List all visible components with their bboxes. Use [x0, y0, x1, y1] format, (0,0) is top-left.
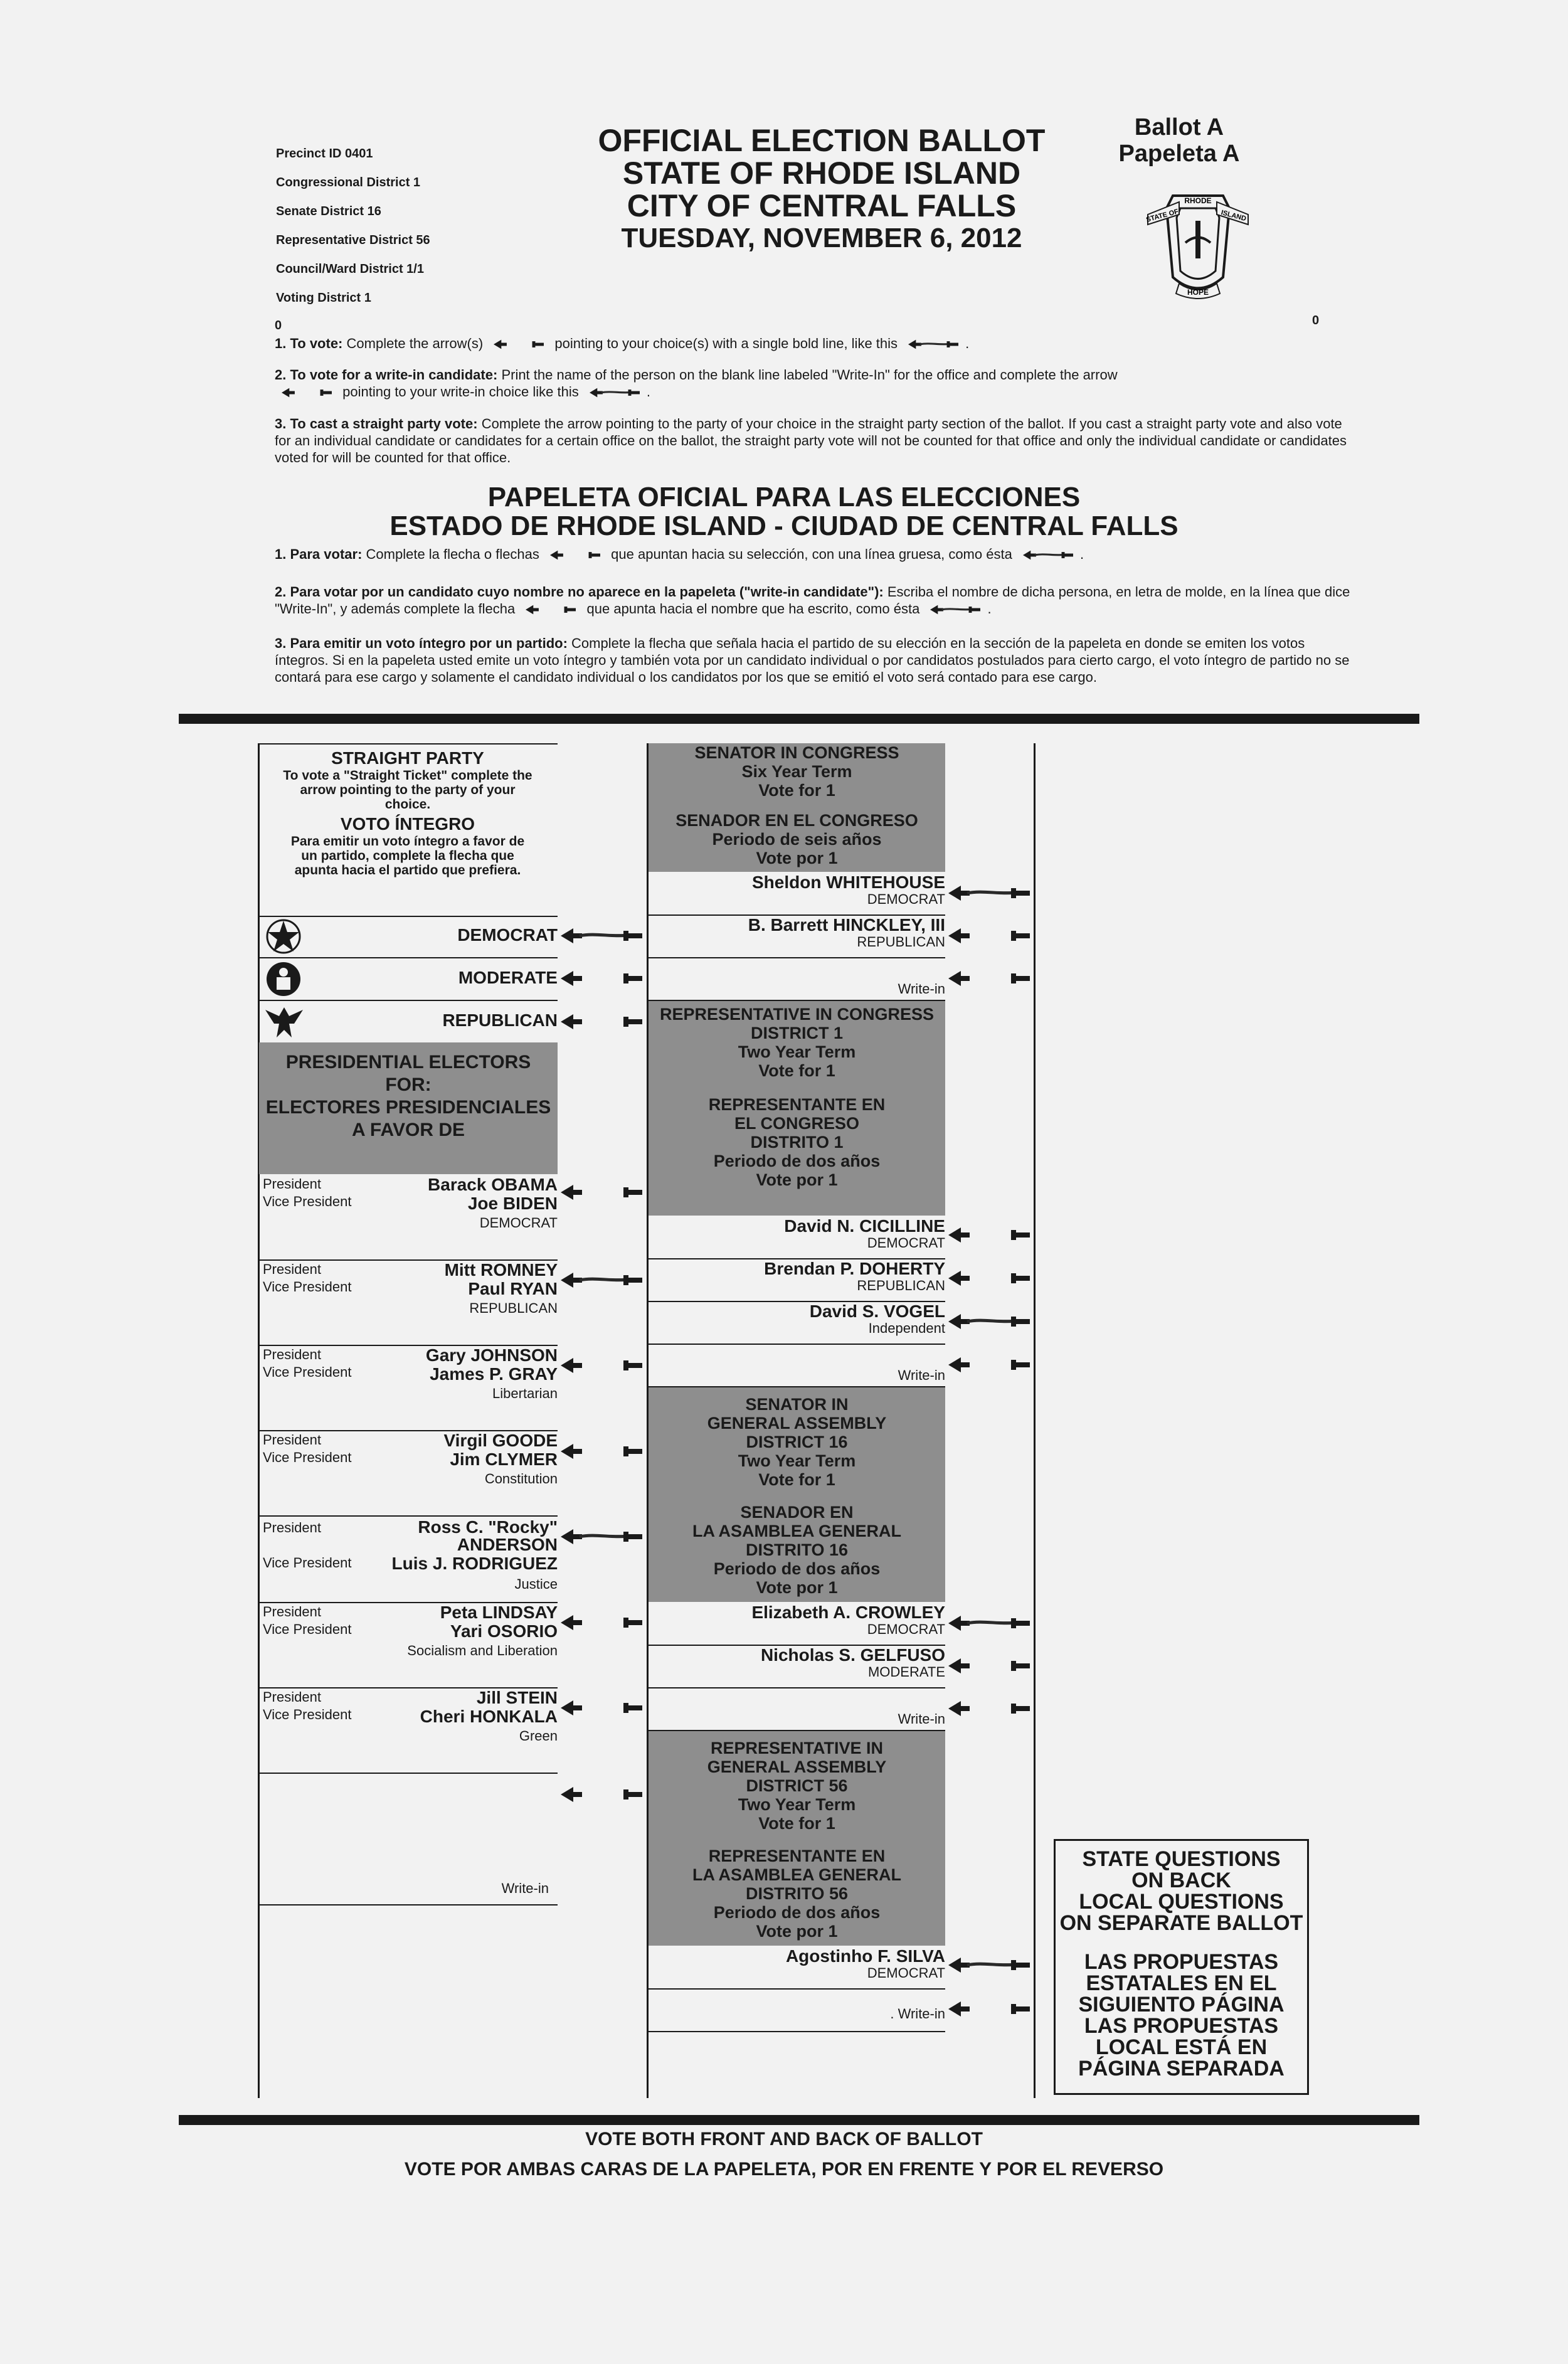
rc-h2: DISTRICT 1 [750, 1024, 843, 1042]
write-in-label: Write-in [898, 1367, 945, 1383]
instr-1-text-a: Complete the arrow(s) [346, 336, 484, 351]
rc-h3: Two Year Term [738, 1042, 856, 1061]
party-row-democrat[interactable] [258, 914, 558, 958]
vp-label: Vice President [263, 1621, 352, 1637]
president-name-line-1: Ross C. "Rocky" [418, 1517, 558, 1537]
vote-arrow-republican[interactable] [561, 1014, 642, 1030]
senate-district: Senate District 16 [276, 204, 381, 218]
sq-line-5: LAS PROPUESTAS [1084, 1950, 1279, 1974]
rep-congress-header [649, 1001, 945, 1216]
candidate-party: MODERATE [867, 1664, 945, 1680]
candidate-party: REPUBLICAN [857, 934, 945, 950]
state-questions-box [1054, 1839, 1309, 2095]
senator-ga-header [649, 1387, 945, 1602]
sc-h3: Vote for 1 [758, 781, 835, 800]
rga-h9: Periodo de dos años [713, 1903, 881, 1922]
voting-district: Voting District 1 [276, 291, 371, 305]
vote-arrow-senator-ga-write-in[interactable] [948, 1700, 1030, 1717]
pe-header-3: ELECTORES PRESIDENCIALES [265, 1097, 551, 1118]
sample-arrow-icon [278, 388, 335, 398]
moderate-emblem-icon [265, 961, 302, 997]
president-label: President [263, 1176, 321, 1192]
ballot-en: Ballot A [1134, 114, 1224, 140]
sq-line-6: ESTATALES EN EL [1086, 1971, 1277, 1995]
ticket-obama[interactable] [259, 1174, 558, 1261]
party-republican-label: REPUBLICAN [442, 1010, 558, 1030]
sc-h2: Six Year Term [741, 762, 852, 781]
sc-h1: SENATOR IN CONGRESS [694, 743, 899, 762]
footer-en: VOTE BOTH FRONT AND BACK OF BALLOT [585, 2129, 983, 2149]
candidate-party: REPUBLICAN [857, 1278, 945, 1293]
vp-name: Paul RYAN [468, 1279, 558, 1298]
vote-arrow-rep-congress-write-in[interactable] [948, 1357, 1030, 1373]
sga-h5: Vote for 1 [758, 1470, 835, 1489]
ballot-letter [1116, 114, 1242, 167]
eagle-icon [264, 1002, 304, 1040]
ticket-party: Libertarian [492, 1386, 558, 1401]
instr-es-2-text-b: que apunta hacia el nombre que ha escrito, como ésta [586, 601, 920, 617]
vote-arrow-rep-ga-write-in[interactable] [948, 2001, 1030, 2017]
party-moderate-label: MODERATE [458, 968, 558, 987]
instr-3-text: Complete the arrow pointing to the party of your choice in the straight party section of the ballot. If you cast a straight party vote and also vote for an individual candidate or candidates for a certain office on the ballot, the straight party vote will not be counted for that office and only the individual candidate or candidates voted for will be counted for that office. [275, 416, 1347, 465]
congressional-district: Congressional District 1 [276, 176, 421, 189]
vote-arrow-romney[interactable] [561, 1272, 642, 1288]
vp-label: Vice President [263, 1194, 352, 1209]
pe-header-4: A FAVOR DE [351, 1120, 465, 1140]
bottom-rule [179, 2115, 1419, 2125]
instr-3-label: 3. To cast a straight party vote: [275, 416, 478, 432]
sc-h6: Vote por 1 [756, 849, 838, 867]
vp-name: Joe BIDEN [467, 1194, 558, 1213]
sq-line-8: LAS PROPUESTAS [1084, 2014, 1279, 2038]
sq-line-4: ON SEPARATE BALLOT [1059, 1911, 1303, 1935]
presidential-electors-header [259, 1042, 558, 1174]
vote-arrow-obama[interactable] [561, 1184, 642, 1201]
seal-right-text: ISLAND [1220, 209, 1248, 223]
instruccion-3 [275, 635, 1357, 686]
vp-name: Cheri HONKALA [420, 1707, 558, 1726]
sc-h5: Periodo de seis años [712, 830, 882, 849]
vote-arrow-lindsay[interactable] [561, 1614, 642, 1631]
vp-label: Vice President [263, 1555, 352, 1571]
sc-h4: SENADOR EN EL CONGRESO [675, 811, 918, 830]
instr-es-3-text: Complete la flecha que señala hacia el partido de su elección en la sección de la papeleta en donde se emiten los votos íntegros. Si en la papeleta usted emite un voto íntegro y también vota por un candidato individual o por candidatos postulados para cierto cargo, el voto íntegro de partido no se contará para ese cargo y solamente el candidato individual o los candidatos por los que se emitió el voto será contado para ese cargo. [275, 635, 1350, 685]
ticket-party: Green [519, 1728, 558, 1744]
rga-h3: DISTRICT 56 [746, 1776, 848, 1795]
council-district: Council/Ward District 1/1 [276, 262, 424, 276]
vp-label: Vice President [263, 1279, 352, 1295]
write-in-label: Write-in [898, 981, 945, 997]
ballot-es: Papeleta A [1118, 140, 1240, 167]
instr-es-3-label: 3. Para emitir un voto íntegro por un partido: [275, 635, 568, 651]
ticket-romney[interactable] [259, 1259, 558, 1346]
president-name: Barack OBAMA [428, 1175, 558, 1194]
vote-arrow-gelfuso[interactable] [948, 1658, 1030, 1674]
vote-arrow-crowley[interactable] [948, 1615, 1030, 1631]
president-name: Gary JOHNSON [425, 1345, 558, 1365]
instruction-1: 1. To vote: Complete the arrow(s) pointing to your choice(s) with a single bold line, like this . [275, 336, 970, 351]
rhode-island-seal-icon [1142, 183, 1254, 302]
vote-arrow-moderate[interactable] [561, 970, 642, 987]
candidate-party: DEMOCRAT [867, 1235, 945, 1251]
rep-congress-write-in-row[interactable] [649, 1344, 945, 1387]
write-in-label: . Write-in [890, 2006, 945, 2022]
seal-top-text: RHODE [1184, 196, 1212, 205]
sample-arrow-icon [522, 605, 579, 615]
vote-arrow-cicilline[interactable] [948, 1227, 1030, 1243]
completed-arrow-icon [586, 388, 643, 398]
vp-label: Vice President [263, 1450, 352, 1465]
voto-integro-desc: Para emitir un voto íntegro a favor de un partido, complete la flecha que apunta hacia el partido que prefiera. [290, 834, 525, 877]
rc-h8: Periodo de dos años [713, 1152, 881, 1170]
candidate-row-doherty[interactable] [649, 1258, 945, 1302]
candidate-row-hinckley[interactable] [649, 914, 945, 958]
electors-write-in-row[interactable] [259, 1773, 558, 1906]
candidate-row-vogel[interactable] [649, 1301, 945, 1345]
col3-left-border [1034, 743, 1036, 2098]
rc-h6: EL CONGRESO [734, 1114, 860, 1133]
candidate-party: DEMOCRAT [867, 1965, 945, 1981]
candidate-name: Sheldon WHITEHOUSE [752, 872, 945, 892]
vote-arrow-silva[interactable] [948, 1957, 1030, 1973]
vote-arrow-hinckley[interactable] [948, 928, 1030, 944]
title-line-1: OFFICIAL ELECTION BALLOT [598, 123, 1046, 158]
vote-arrow-johnson[interactable] [561, 1357, 642, 1374]
instr-es-1-text-b: que apuntan hacia su selección, con una línea gruesa, como ésta [611, 546, 1012, 562]
ticket-stein[interactable] [259, 1687, 558, 1774]
president-name-line-2: ANDERSON [457, 1535, 558, 1554]
precinct-id: Precinct ID 0401 [276, 147, 373, 161]
title-line-2: STATE OF RHODE ISLAND [622, 156, 1021, 191]
president-name: Mitt ROMNEY [444, 1260, 558, 1280]
rc-h5: REPRESENTANTE EN [708, 1095, 886, 1114]
footer-es: VOTE POR AMBAS CARAS DE LA PAPELETA, POR EN FRENTE Y POR EL REVERSO [404, 2159, 1164, 2180]
candidate-name: B. Barrett HINCKLEY, III [748, 915, 945, 935]
instr-2-text-b: pointing to your write-in choice like this [342, 384, 579, 400]
title-line-4: TUESDAY, NOVEMBER 6, 2012 [621, 223, 1022, 253]
senator-congress-header [649, 743, 945, 872]
district-info [276, 139, 430, 312]
completed-arrow-icon [927, 605, 983, 615]
vp-label: Vice President [263, 1707, 352, 1722]
ballot-title [533, 124, 1110, 255]
sq-line-3: LOCAL QUESTIONS [1079, 1890, 1284, 1914]
instr-es-2-text-a: Escriba el nombre de dicha persona, en letra de molde, en la línea que dice "Write-In", y además complete la flecha [275, 584, 1350, 617]
voto-integro-title: VOTO ÍNTEGRO [340, 814, 475, 834]
instr-2-label: 2. To vote for a write-in candidate: [275, 367, 498, 383]
vp-name: Yari OSORIO [450, 1621, 558, 1641]
pe-header-1: PRESIDENTIAL ELECTORS [285, 1052, 531, 1073]
ticket-party: REPUBLICAN [469, 1300, 558, 1316]
vote-arrow-doherty[interactable] [948, 1270, 1030, 1286]
sq-line-10: PÁGINA SEPARADA [1078, 2057, 1285, 2080]
president-name: Virgil GOODE [443, 1431, 558, 1450]
sga-h7: LA ASAMBLEA GENERAL [692, 1522, 901, 1540]
sga-h3: DISTRICT 16 [746, 1433, 848, 1451]
candidate-row-whitehouse[interactable] [649, 872, 945, 916]
ticket-johnson[interactable] [259, 1345, 558, 1431]
sga-h10: Vote por 1 [756, 1578, 838, 1597]
rga-h10: Vote por 1 [756, 1922, 838, 1941]
president-name: Peta LINDSAY [440, 1603, 558, 1622]
rc-h9: Vote por 1 [756, 1170, 838, 1189]
straight-party-box [258, 743, 558, 917]
candidate-row-silva[interactable] [649, 1946, 945, 1990]
senator-write-in-row[interactable] [649, 957, 945, 1001]
ticket-goode[interactable] [259, 1430, 558, 1517]
straight-party-desc: To vote a "Straight Ticket" complete the arrow pointing to the party of your choice. [283, 768, 532, 812]
rga-h7: LA ASAMBLEA GENERAL [692, 1865, 901, 1884]
vote-arrow-stein[interactable] [561, 1700, 642, 1716]
sga-h9: Periodo de dos años [713, 1559, 881, 1578]
instr-1-label: 1. To vote: [275, 336, 343, 351]
instr-es-1-text-a: Complete la flecha o flechas [366, 546, 539, 562]
party-row-republican[interactable] [258, 1000, 558, 1042]
rga-h2: GENERAL ASSEMBLY [707, 1757, 887, 1776]
sga-h1: SENATOR IN [745, 1395, 849, 1414]
senator-ga-write-in-row[interactable] [649, 1687, 945, 1731]
candidate-row-gelfuso[interactable] [649, 1645, 945, 1688]
candidate-party: DEMOCRAT [867, 1621, 945, 1637]
candidate-name: Agostinho F. SILVA [785, 1946, 945, 1966]
sga-h8: DISTRITO 16 [745, 1540, 849, 1559]
instruction-2: 2. To vote for a write-in candidate: Print the name of the person on the blank line labeled "Write-In" for the office and complete the arrow pointing to your write-in choice like this . [275, 367, 1118, 400]
instruccion-2: 2. Para votar por un candidato cuyo nombre no aparece en la papeleta ("write-in candidate"): Escriba el nombre de dicha persona, en letra de molde, en la línea que dice "Write-In", y además complete la flecha que apunta hacia el nombre que ha escrito, como ésta . [275, 584, 1350, 617]
ticket-lindsay[interactable] [259, 1602, 558, 1688]
vote-arrow-electors-write-in[interactable] [561, 1786, 642, 1803]
sq-line-7: SIGUIENTO PÁGINA [1078, 1993, 1285, 2017]
sga-h4: Two Year Term [738, 1451, 856, 1470]
sample-arrow-icon [490, 339, 547, 349]
vote-arrow-whitehouse[interactable] [948, 885, 1030, 901]
ticket-party: Constitution [484, 1471, 558, 1487]
rga-h8: DISTRITO 56 [745, 1884, 849, 1903]
instr-es-2-label: 2. Para votar por un candidato cuyo nombre no aparece en la papeleta ("write-in candidate"): [275, 584, 884, 600]
president-label: President [263, 1432, 321, 1448]
sq-line-2: ON BACK [1131, 1868, 1231, 1892]
instr-2-text-a: Print the name of the person on the blank line labeled "Write-In" for the office and complete the arrow [501, 367, 1118, 383]
president-label: President [263, 1261, 321, 1277]
instruction-3 [275, 415, 1357, 466]
straight-party-title: STRAIGHT PARTY [331, 748, 484, 768]
party-democrat-label: DEMOCRAT [457, 925, 558, 945]
rga-h1: REPRESENTATIVE IN [710, 1739, 884, 1757]
instr-1-text-b: pointing to your choice(s) with a single bold line, like this [554, 336, 898, 351]
president-name: Jill STEIN [476, 1688, 558, 1707]
candidate-name: David S. VOGEL [809, 1301, 945, 1321]
party-row-moderate[interactable] [258, 957, 558, 1001]
candidate-party: Independent [868, 1320, 945, 1336]
instruccion-1: 1. Para votar: Complete la flecha o flechas que apuntan hacia su selección, con una línea gruesa, como ésta . [275, 546, 1084, 562]
representative-district: Representative District 56 [276, 233, 430, 247]
rep-ga-write-in-row[interactable] [649, 1988, 945, 2032]
ticket-party: Socialism and Liberation [407, 1643, 558, 1658]
vote-arrow-goode[interactable] [561, 1443, 642, 1460]
sample-arrow-icon [547, 550, 603, 560]
vp-name: Luis J. RODRIGUEZ [391, 1554, 558, 1573]
candidate-name: David N. CICILLINE [784, 1216, 945, 1236]
ticket-party: Justice [514, 1576, 558, 1592]
candidate-name: Elizabeth A. CROWLEY [751, 1603, 945, 1622]
seal-left-text: STATE OF [1145, 208, 1180, 224]
vote-arrow-vogel[interactable] [948, 1313, 1030, 1330]
spanish-title-line-1: PAPELETA OFICIAL PARA LAS ELECCIONES [487, 482, 1081, 512]
completed-arrow-icon [1020, 550, 1076, 560]
write-in-label: Write-in [501, 1880, 549, 1896]
candidate-party: DEMOCRAT [867, 891, 945, 907]
pe-header-2: FOR: [385, 1074, 432, 1095]
rga-h5: Vote for 1 [758, 1814, 835, 1833]
vp-label: Vice President [263, 1364, 352, 1380]
instr-es-1-label: 1. Para votar: [275, 546, 363, 562]
rc-h1: REPRESENTATIVE IN CONGRESS [659, 1005, 935, 1024]
completed-arrow-icon [905, 339, 961, 349]
rep-ga-header [649, 1731, 945, 1946]
star-icon [265, 918, 302, 955]
top-rule [179, 714, 1419, 724]
candidate-row-crowley[interactable] [649, 1602, 945, 1646]
vote-arrow-democrat[interactable] [561, 928, 642, 944]
president-label: President [263, 1347, 321, 1362]
spanish-title-line-2: ESTADO DE RHODE ISLAND - CIUDAD DE CENTRAL FALLS [389, 511, 1179, 541]
president-label: President [263, 1689, 321, 1705]
vp-name: James P. GRAY [430, 1364, 558, 1384]
sga-h2: GENERAL ASSEMBLY [707, 1414, 887, 1433]
sq-line-1: STATE QUESTIONS [1082, 1847, 1281, 1871]
zero-right: 0 [1312, 314, 1320, 327]
vote-arrow-anderson[interactable] [561, 1529, 642, 1545]
ticket-anderson[interactable] [259, 1515, 558, 1603]
sq-line-9: LOCAL ESTÁ EN [1095, 2035, 1268, 2059]
zero-left: 0 [275, 319, 282, 332]
president-label: President [263, 1604, 321, 1619]
title-line-3: CITY OF CENTRAL FALLS [627, 188, 1017, 223]
rc-h7: DISTRITO 1 [750, 1133, 844, 1152]
vp-name: Jim CLYMER [450, 1450, 558, 1469]
rga-h4: Two Year Term [738, 1795, 856, 1814]
write-in-label: Write-in [898, 1711, 945, 1727]
vote-arrow-senator-write-in[interactable] [948, 970, 1030, 987]
ticket-party: DEMOCRAT [479, 1215, 558, 1231]
sga-h6: SENADOR EN [740, 1503, 854, 1522]
seal-bottom-text: HOPE [1187, 288, 1209, 297]
spanish-title [339, 483, 1229, 541]
candidate-name: Brendan P. DOHERTY [764, 1259, 945, 1278]
candidate-row-cicilline[interactable] [649, 1216, 945, 1259]
president-label: President [263, 1520, 321, 1535]
rga-h6: REPRESENTANTE EN [708, 1847, 886, 1865]
rc-h4: Vote for 1 [758, 1061, 835, 1080]
candidate-name: Nicholas S. GELFUSO [760, 1645, 945, 1665]
